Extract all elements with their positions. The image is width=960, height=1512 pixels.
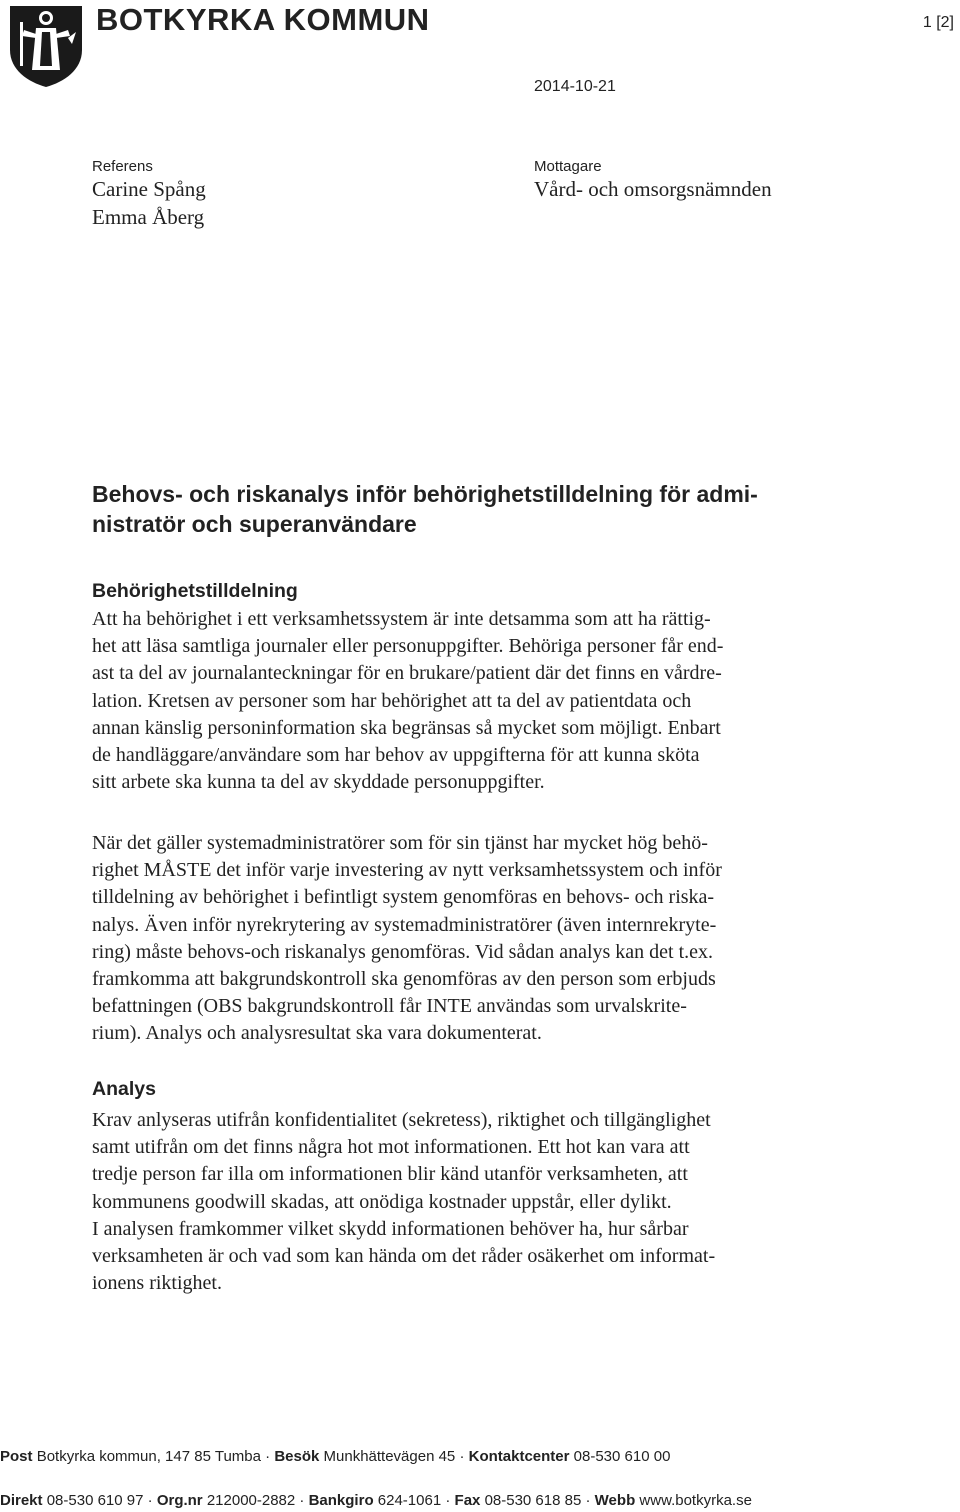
reference-label: Referens [92,158,153,175]
footer-label: Webb [594,1492,636,1509]
reference-name: Carine Spång [92,177,206,201]
text-line: ast ta del av journalanteckningar för en brukare/patient där det finns en vårdre- [92,662,722,685]
footer-separator: · [445,1492,451,1509]
section-systemadministratorer [92,830,852,1048]
organization-name: BOTKYRKA KOMMUN [96,2,430,37]
text-line: Krav anlyseras utifrån konfidentialitet (sekretess), riktighet och tillgänglighet [92,1109,711,1131]
text-line: ionens riktighet. [92,1272,222,1295]
text-line: rium). Analys och analysresultat ska vara dokumenterat. [92,1022,542,1045]
document-date: 2014-10-21 [534,78,616,95]
footer-label: Besök [274,1448,320,1465]
footer-value: 08-530 610 97 [46,1492,144,1509]
footer-contact-row [0,1448,960,1465]
footer-details-row [0,1492,960,1509]
text-line: verksamheten är och vad som kan hända om det råder osäkerhet om informat- [92,1245,716,1268]
text-line: het att läsa samtliga journaler eller personuppgifter. Behöriga personer får end- [92,635,724,658]
footer-label: Direkt [0,1492,43,1509]
footer-separator: · [459,1448,465,1465]
text-line: tilldelning av behörighet i befintligt system genomföras en behovs- och riska- [92,886,715,909]
footer-label: Post [0,1448,33,1465]
footer-value: Botkyrka kommun, 147 85 Tumba [36,1448,261,1465]
text-line: righet MÅSTE det inför varje investering av nytt verksamhetssystem och inför [92,859,722,882]
text-line: Att ha behörighet i ett verksamhetssystem är inte detsamma som att ha rättig- [92,608,711,630]
paragraph [92,1107,852,1297]
text-line: När det gäller systemadministratörer som för sin tjänst har mycket hög behö- [92,832,708,854]
text-line: lation. Kretsen av personer som har behörighet att ta del av patientdata och [92,689,692,712]
reference-name: Emma Åberg [92,205,205,229]
footer-website[interactable]: www.botkyrka.se [639,1492,752,1509]
text-line: samt utifrån om det finns några hot mot informationen. Ett hot kan vara att [92,1136,690,1159]
text-line: de handläggare/användare som har behov av uppgifterna för att kunna sköta [92,744,700,767]
municipal-coat-of-arms-icon [6,4,86,88]
recipient-label: Mottagare [534,158,602,175]
footer-separator: · [299,1492,305,1509]
text-line: nalys. Även inför nyrekrytering av systemadministratörer (även internrekryte- [92,913,717,936]
paragraph [92,830,852,1048]
document-title [92,479,862,539]
text-line: tredje person far illa om informationen blir känd utanför verksamheten, att [92,1163,688,1186]
text-line: kommunens goodwill skadas, att onödiga kostnader uppstår, eller dylikt. [92,1190,672,1213]
footer-value: 08-530 618 85 [484,1492,582,1509]
footer-separator: · [147,1492,153,1509]
footer-label: Bankgiro [308,1492,374,1509]
section-analys [92,1078,852,1297]
reference-block [92,158,206,231]
recipient-block [534,158,772,203]
section-heading: Analys [92,1078,156,1100]
footer-separator: · [265,1448,271,1465]
title-line: nistratör och superanvändare [92,511,417,537]
section-heading: Behörighetstilldelning [92,580,298,602]
text-line: I analysen framkommer vilket skydd informationen behöver ha, hur sårbar [92,1217,689,1240]
text-line: sitt arbete ska kunna ta del av skyddade personuppgifter. [92,771,545,794]
footer-separator: · [585,1492,591,1509]
page-number: 1 [2] [922,14,954,31]
footer-label: Org.nr [156,1492,203,1509]
footer-label: Kontaktcenter [468,1448,570,1465]
text-line: framkomma att bakgrundskontroll ska genomföras av den person som erbjuds [92,968,716,991]
text-line: annan känslig personinformation ska begränsas så mycket som möjligt. Enbart [92,716,721,739]
paragraph [92,606,852,796]
footer-value: 212000-2882 [206,1492,296,1509]
text-line: ring) måste behovs-och riskanalys genomföras. Vid sådan analys kan det t.ex. [92,940,714,963]
footer-value: 624-1061 [377,1492,442,1509]
section-behorighetstilldelning [92,580,852,796]
footer-label: Fax [454,1492,481,1509]
text-line: befattningen (OBS bakgrundskontroll får INTE användas som urvalskrite- [92,995,687,1018]
footer-value: 08-530 610 00 [573,1448,671,1465]
recipient-name: Vård- och omsorgsnämnden [534,177,772,201]
footer-value: Munkhättevägen 45 [323,1448,456,1465]
title-line: Behovs- och riskanalys inför behörighetstilldelning för admi- [92,481,758,507]
